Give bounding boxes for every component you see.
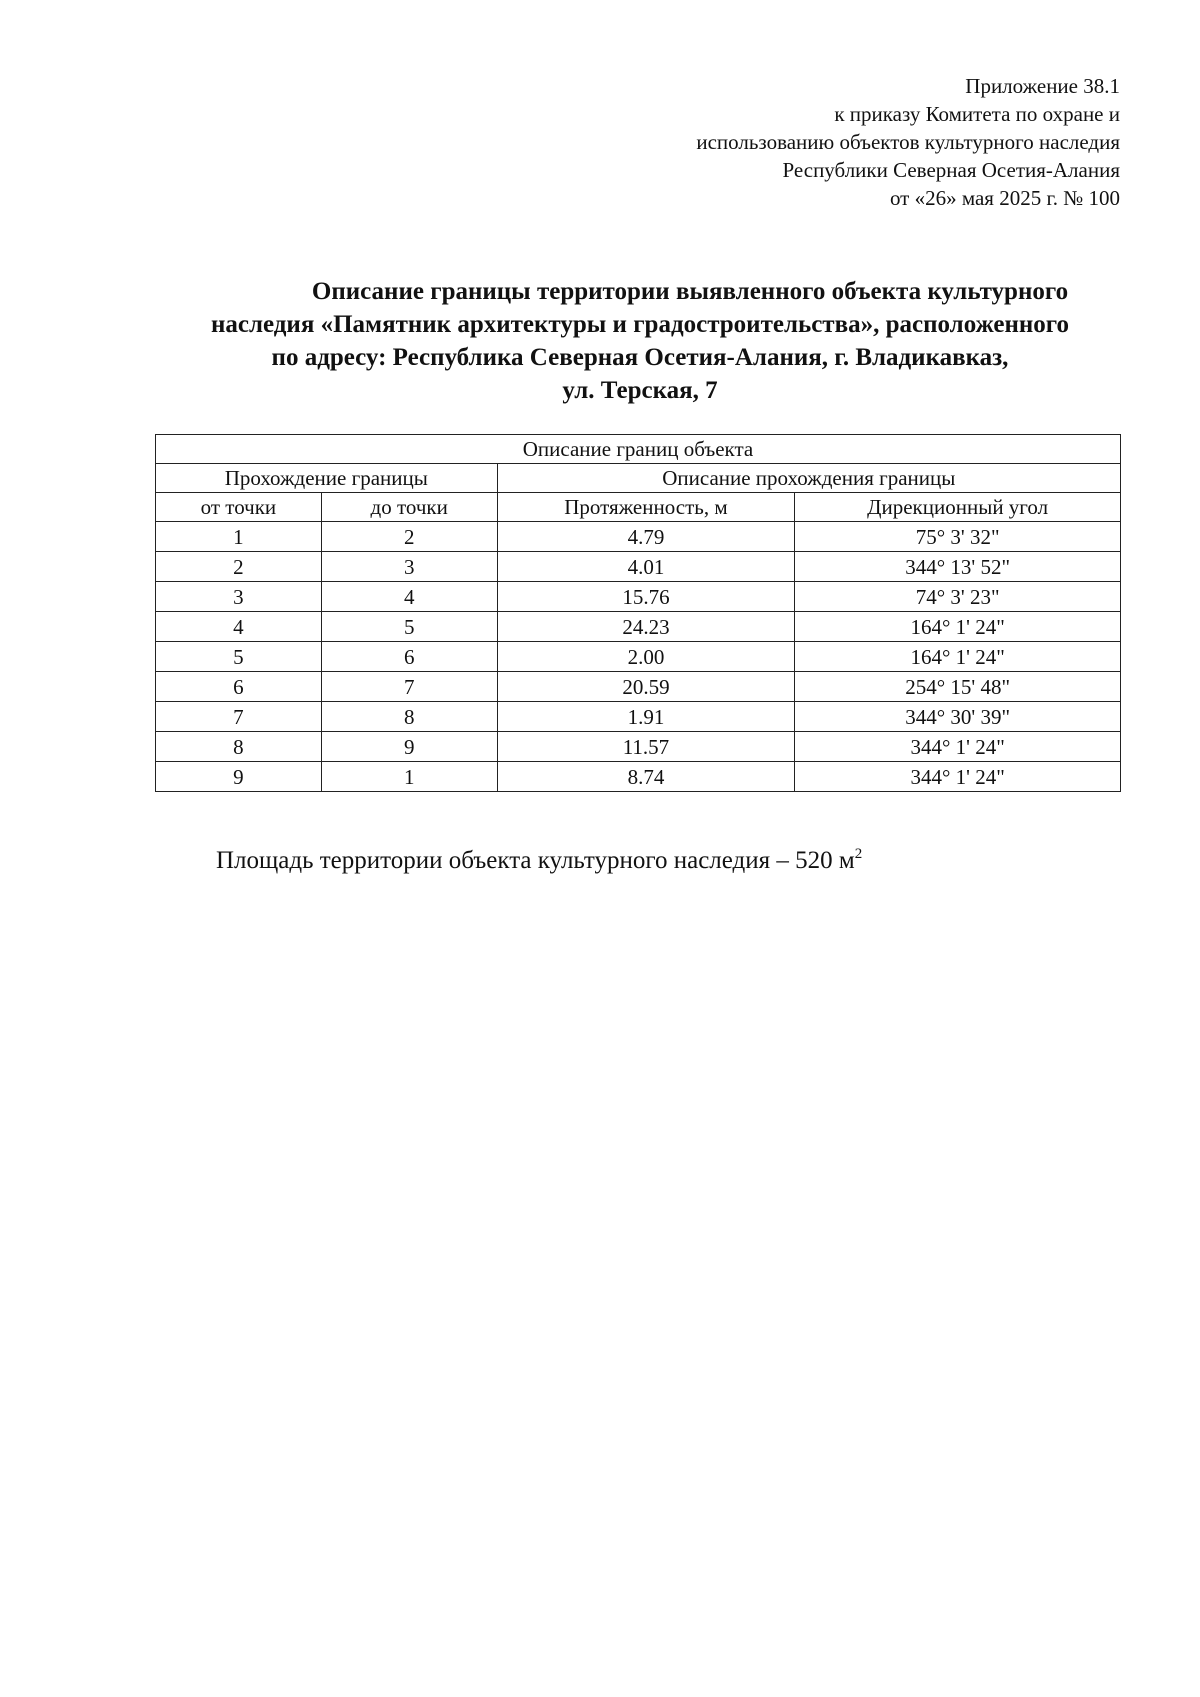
- cell-angle: 344° 30' 39": [795, 702, 1121, 732]
- cell-from: 6: [156, 672, 322, 702]
- table-row: [156, 762, 1121, 792]
- cell-length: 11.57: [497, 732, 795, 762]
- table-row: [156, 642, 1121, 672]
- cell-to: 9: [321, 732, 497, 762]
- cell-to: 2: [321, 522, 497, 552]
- cell-from: 8: [156, 732, 322, 762]
- cell-from: 3: [156, 582, 322, 612]
- appendix-line: к приказу Комитета по охране и: [834, 102, 1120, 126]
- cell-length: 8.74: [497, 762, 795, 792]
- table-row: [156, 672, 1121, 702]
- table-row: [156, 612, 1121, 642]
- cell-from: 9: [156, 762, 322, 792]
- title-line: Описание границы территории выявленного объекта культурного: [311, 278, 1069, 305]
- area-statement: [216, 845, 862, 877]
- cell-length: 1.91: [497, 702, 795, 732]
- table-row: [156, 582, 1121, 612]
- table-caption-row: [156, 435, 1121, 464]
- table-row: [156, 522, 1121, 552]
- area-text: Площадь территории объекта культурного наследия – 520 м: [216, 847, 855, 874]
- cell-to: 7: [321, 672, 497, 702]
- table-column-header-row: [156, 493, 1121, 522]
- cell-angle: 75° 3' 32": [795, 522, 1121, 552]
- cell-angle: 344° 1' 24": [795, 762, 1121, 792]
- table-row: [156, 552, 1121, 582]
- cell-length: 15.76: [497, 582, 795, 612]
- cell-angle: 254° 15' 48": [795, 672, 1121, 702]
- cell-from: 5: [156, 642, 322, 672]
- cell-from: 1: [156, 522, 322, 552]
- cell-angle: 344° 13' 52": [795, 552, 1121, 582]
- cell-to: 3: [321, 552, 497, 582]
- table-group-header-row: [156, 464, 1121, 493]
- cell-angle: 164° 1' 24": [795, 612, 1121, 642]
- column-header-to: до точки: [321, 493, 497, 522]
- appendix-header: [420, 72, 1120, 212]
- column-header-angle: Дирекционный угол: [795, 493, 1121, 522]
- cell-angle: 344° 1' 24": [795, 732, 1121, 762]
- cell-length: 20.59: [497, 672, 795, 702]
- group-header-passage: Прохождение границы: [156, 464, 498, 493]
- table-caption: Описание границ объекта: [156, 435, 1121, 464]
- table-row: [156, 732, 1121, 762]
- column-header-from: от точки: [156, 493, 322, 522]
- appendix-line: Республики Северная Осетия-Алания: [782, 158, 1120, 182]
- area-unit-superscript: 2: [854, 846, 863, 862]
- cell-to: 6: [321, 642, 497, 672]
- cell-from: 7: [156, 702, 322, 732]
- title-line: наследия «Памятник архитектуры и градостроительства», расположенного: [210, 311, 1070, 338]
- cell-length: 4.79: [497, 522, 795, 552]
- column-header-length: Протяженность, м: [497, 493, 795, 522]
- document-title: [150, 275, 1130, 407]
- title-line: ул. Терская, 7: [562, 377, 718, 404]
- cell-to: 8: [321, 702, 497, 732]
- cell-to: 1: [321, 762, 497, 792]
- cell-length: 2.00: [497, 642, 795, 672]
- cell-to: 4: [321, 582, 497, 612]
- cell-from: 4: [156, 612, 322, 642]
- cell-angle: 164° 1' 24": [795, 642, 1121, 672]
- table-row: [156, 702, 1121, 732]
- cell-angle: 74° 3' 23": [795, 582, 1121, 612]
- title-line: по адресу: Республика Северная Осетия-Алания, г. Владикавказ,: [271, 344, 1009, 371]
- boundary-table: [155, 434, 1121, 792]
- cell-length: 24.23: [497, 612, 795, 642]
- cell-from: 2: [156, 552, 322, 582]
- appendix-line: использованию объектов культурного наследия: [696, 130, 1120, 154]
- cell-length: 4.01: [497, 552, 795, 582]
- appendix-line: Приложение 38.1: [965, 74, 1120, 98]
- cell-to: 5: [321, 612, 497, 642]
- appendix-date-line: от «26» мая 2025 г. № 100: [889, 186, 1120, 210]
- group-header-description: Описание прохождения границы: [497, 464, 1120, 493]
